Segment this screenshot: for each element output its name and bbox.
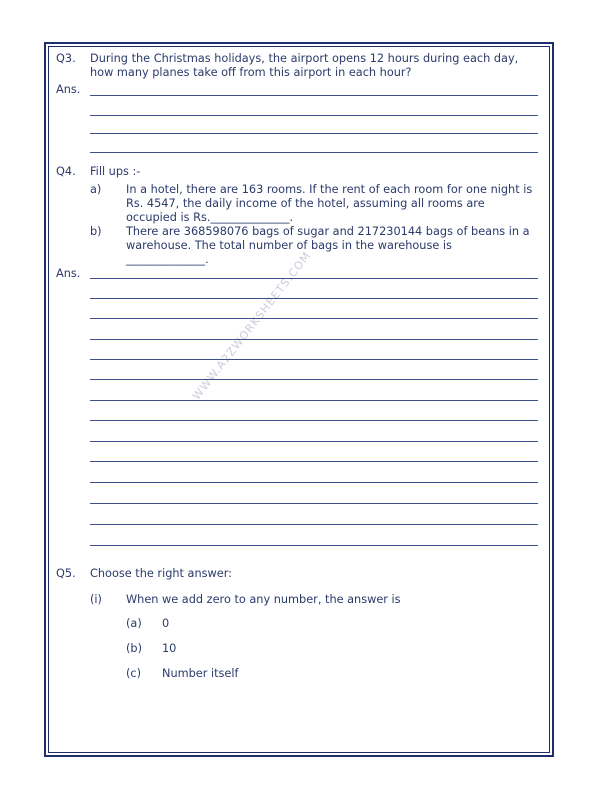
answer-line[interactable]: [90, 133, 538, 134]
answer-line[interactable]: [90, 318, 538, 319]
answer-line[interactable]: [90, 441, 538, 442]
q4-ans-label: Ans.: [56, 267, 81, 280]
answer-line[interactable]: [90, 152, 538, 153]
q3-text: During the Christmas holidays, the airport opens 12 hours during each day, how many planes take off from this airport in each hour?: [90, 52, 519, 79]
q5-number: Q5.: [56, 567, 76, 580]
q4-item-b-text: There are 368598076 bags of sugar and 217230144 bags of beans in a warehouse. The total number of bags in the warehouse is ______________.: [126, 225, 530, 266]
answer-line[interactable]: [90, 545, 538, 546]
answer-line[interactable]: [90, 503, 538, 504]
option-c-label: (c): [126, 667, 142, 680]
answer-line[interactable]: [90, 379, 538, 380]
q4-item-a-text: In a hotel, there are 163 rooms. If the rent of each room for one night is Rs. 4547, the daily income of the hotel, assuming all rooms are occupied is Rs.______________.: [126, 183, 533, 224]
answer-line[interactable]: [90, 359, 538, 360]
q4-item-b-label: b): [90, 225, 102, 238]
q3-ans-label: Ans.: [56, 83, 81, 96]
watermark: WWW.A2ZWORKSHEETS.COM: [189, 249, 314, 403]
q5-title: Choose the right answer:: [90, 567, 232, 580]
answer-line[interactable]: [90, 420, 538, 421]
answer-line[interactable]: [90, 115, 538, 116]
answer-line[interactable]: [90, 461, 538, 462]
answer-line[interactable]: [90, 278, 538, 279]
answer-line[interactable]: [90, 339, 538, 340]
answer-line[interactable]: [90, 298, 538, 299]
option-b-label: (b): [126, 642, 142, 655]
option-c-text: Number itself: [162, 667, 239, 680]
answer-line[interactable]: [90, 524, 538, 525]
answer-line[interactable]: [90, 482, 538, 483]
q4-title: Fill ups :-: [90, 165, 141, 178]
option-a-label: (a): [126, 617, 142, 630]
q5-sub-label: (i): [90, 593, 102, 606]
answer-line[interactable]: [90, 95, 538, 96]
q4-number: Q4.: [56, 165, 76, 178]
q4-item-a-label: a): [90, 183, 102, 196]
answer-line[interactable]: [90, 400, 538, 401]
q3-number: Q3.: [56, 52, 76, 65]
q5-sub-text: When we add zero to any number, the answer is: [126, 593, 401, 606]
option-b-text: 10: [162, 642, 177, 655]
option-a-text: 0: [162, 617, 170, 630]
